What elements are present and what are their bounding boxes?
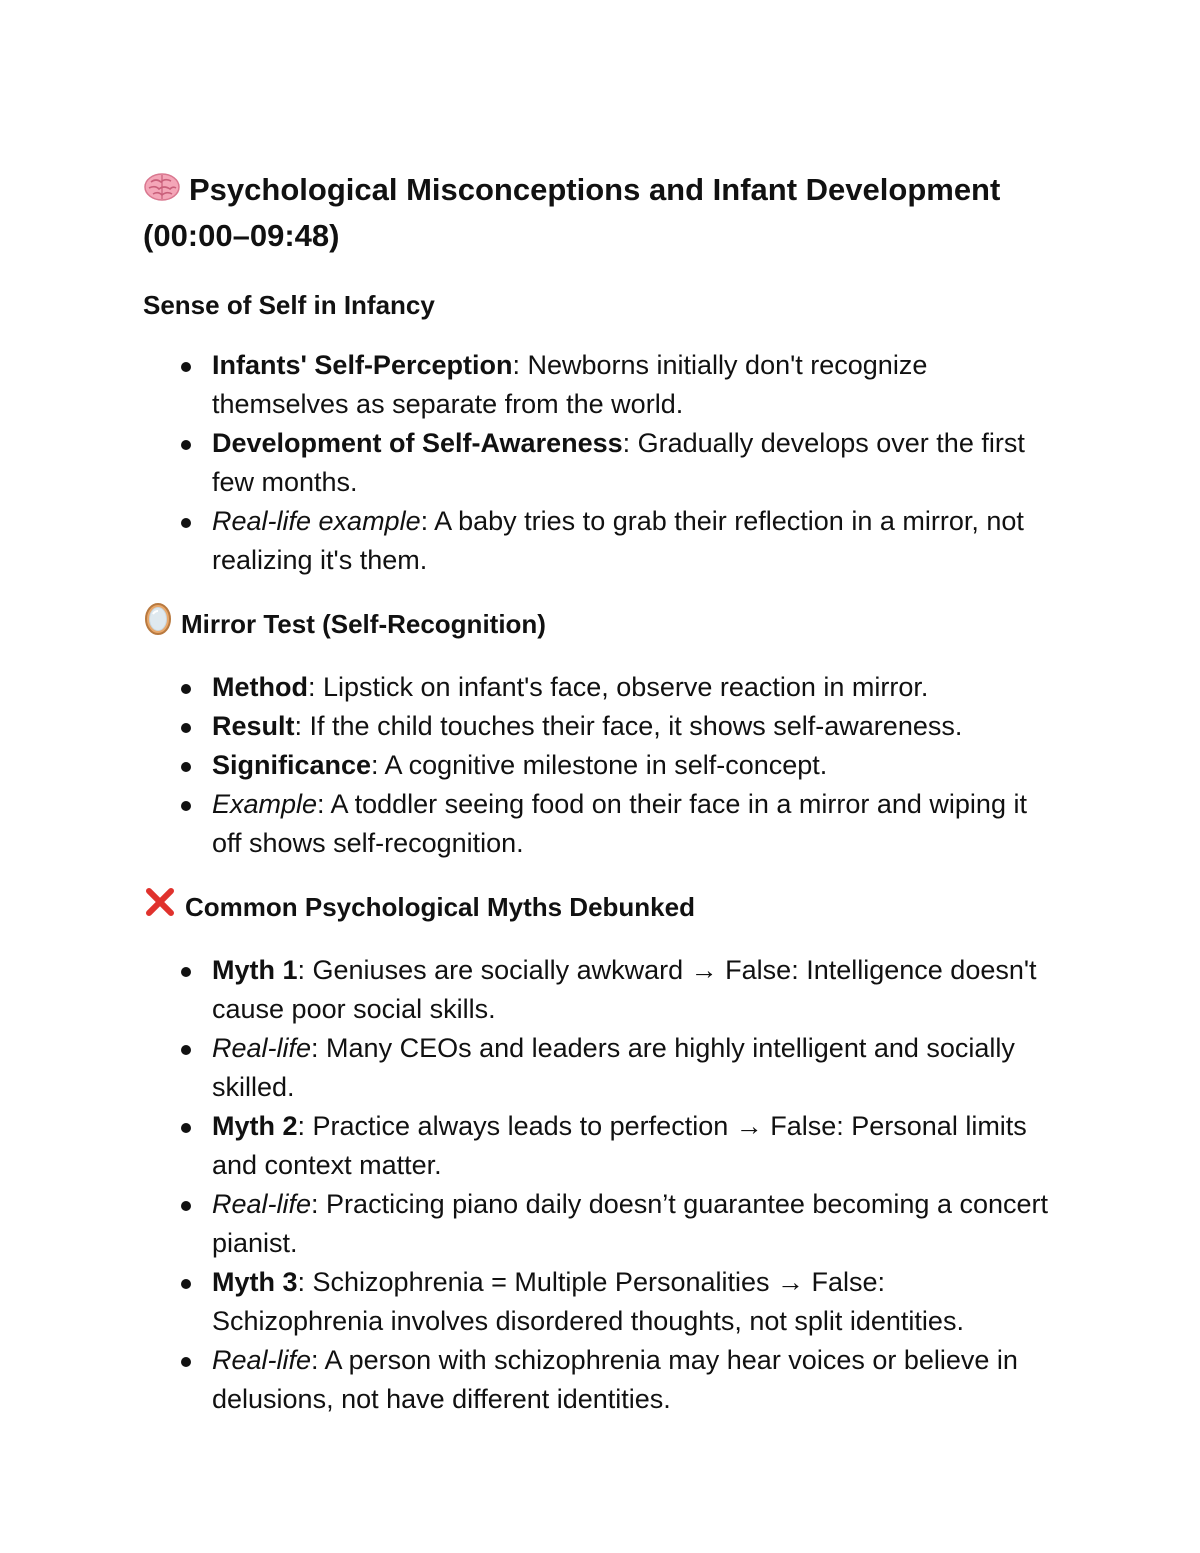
list-item-text: : Lipstick on infant's face, observe reaction in mirror. <box>307 671 929 702</box>
list-item <box>143 502 1063 580</box>
mirror-icon <box>143 602 173 646</box>
list-item-text: : A baby tries to grab their reflection in a mirror, not realizing it's them. <box>212 505 1024 575</box>
list-item-lead: Real-life <box>212 1188 312 1219</box>
list-item-lead: Result <box>212 710 295 741</box>
document-title <box>143 168 1063 258</box>
cross-mark-icon <box>143 885 177 929</box>
list-item-lead: Myth 1 <box>212 954 298 985</box>
list-item <box>143 668 1063 707</box>
section-heading-text: Common Psychological Myths Debunked <box>185 891 695 922</box>
list-item <box>143 785 1063 863</box>
sections-container <box>143 286 1063 1419</box>
list-item <box>143 707 1063 746</box>
section-heading <box>143 885 1063 929</box>
list-item-lead: Example <box>212 788 318 819</box>
list-item-text: : Gradually develops over the first few months. <box>212 427 1025 497</box>
brain-icon <box>143 170 181 214</box>
bullet-list <box>143 951 1063 1419</box>
list-item <box>143 1107 1063 1185</box>
section <box>143 286 1063 580</box>
list-item <box>143 1263 1063 1341</box>
list-item <box>143 951 1063 1029</box>
list-item-lead: Development of Self-Awareness <box>212 427 623 458</box>
list-item-lead: Method <box>212 671 308 702</box>
section-heading-text: Mirror Test (Self-Recognition) <box>181 608 546 639</box>
list-item-text: : Schizophrenia = Multiple Personalities → False: Schizophrenia involves disordered thoughts, not split identities. <box>212 1266 964 1336</box>
list-item <box>143 1185 1063 1263</box>
bullet-list <box>143 346 1063 580</box>
section <box>143 602 1063 863</box>
list-item-text: : Geniuses are socially awkward → False: Intelligence doesn't cause poor social skills. <box>212 954 1037 1024</box>
list-item-lead: Significance <box>212 749 372 780</box>
list-item-lead: Real-life example <box>212 505 421 536</box>
list-item-text: : If the child touches their face, it shows self-awareness. <box>294 710 963 741</box>
list-item <box>143 1029 1063 1107</box>
list-item-lead: Myth 3 <box>212 1266 298 1297</box>
section-heading <box>143 602 1063 646</box>
section <box>143 885 1063 1419</box>
list-item-text: : Many CEOs and leaders are highly intelligent and socially skilled. <box>212 1032 1015 1102</box>
list-item-text: : A cognitive milestone in self-concept. <box>371 749 828 780</box>
list-item-text: : Newborns initially don't recognize themselves as separate from the world. <box>212 349 928 419</box>
list-item-lead: Real-life <box>212 1344 312 1375</box>
list-item-text: : Practicing piano daily doesn’t guarantee becoming a concert pianist. <box>212 1188 1048 1258</box>
list-item <box>143 1341 1063 1419</box>
list-item-lead: Myth 2 <box>212 1110 298 1141</box>
list-item-text: : Practice always leads to perfection → False: Personal limits and context matter. <box>212 1110 1027 1180</box>
list-item <box>143 424 1063 502</box>
list-item-text: : A toddler seeing food on their face in a mirror and wiping it off shows self-recognition. <box>212 788 1027 858</box>
section-heading-text: Sense of Self in Infancy <box>143 289 435 320</box>
document-title-text: Psychological Misconceptions and Infant Development (00:00–09:48) <box>143 172 1001 253</box>
section-heading <box>143 286 1063 324</box>
list-item-lead: Infants' Self-Perception <box>212 349 513 380</box>
list-item <box>143 346 1063 424</box>
list-item-lead: Real-life <box>212 1032 312 1063</box>
bullet-list <box>143 668 1063 863</box>
list-item <box>143 746 1063 785</box>
list-item-text: : A person with schizophrenia may hear voices or believe in delusions, not have different identities. <box>212 1344 1018 1414</box>
document-page <box>143 168 1063 1419</box>
